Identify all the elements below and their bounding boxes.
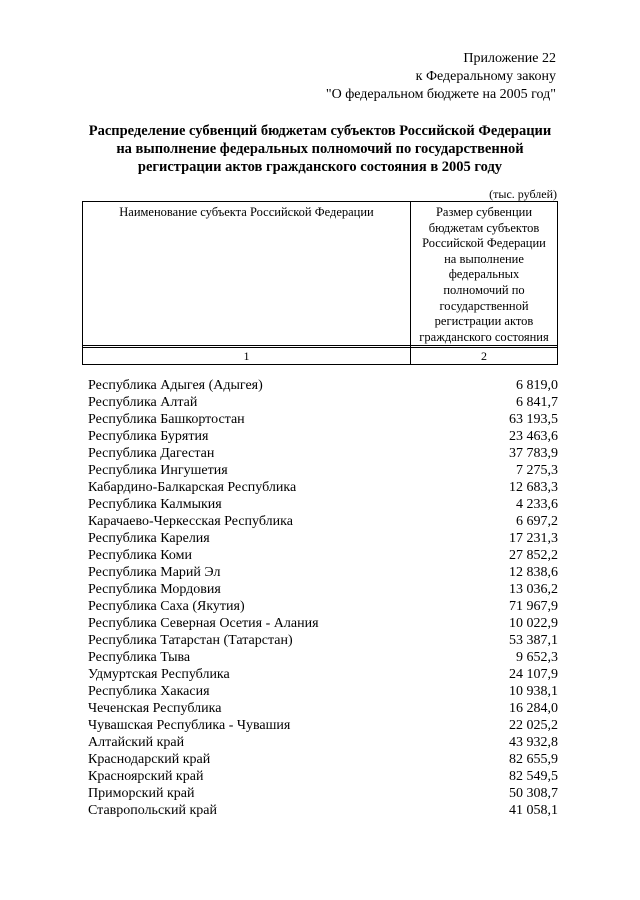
region-name: Краснодарский край — [88, 752, 211, 767]
subvention-amount: 43 932,8 — [509, 735, 558, 750]
document-title — [60, 122, 580, 176]
column-2-header-line: Размер субвенции — [435, 205, 533, 219]
table-row — [88, 530, 558, 547]
table-row — [88, 445, 558, 462]
region-name: Чеченская Республика — [88, 701, 222, 716]
column-2-header — [411, 205, 557, 345]
subvention-amount: 24 107,9 — [509, 667, 558, 682]
table-header — [82, 201, 558, 365]
column-2-header-line: гражданского состояния — [419, 329, 549, 344]
region-name: Чувашская Республика - Чувашия — [88, 718, 291, 733]
subvention-amount: 12 683,3 — [509, 480, 558, 495]
table-row — [88, 751, 558, 768]
subvention-amount: 82 549,5 — [509, 769, 558, 784]
region-name: Кабардино-Балкарская Республика — [88, 480, 297, 495]
region-name: Республика Тыва — [88, 650, 191, 665]
subvention-amount: 10 022,9 — [509, 616, 558, 631]
subvention-amount: 10 938,1 — [509, 684, 558, 699]
subvention-amount: 82 655,9 — [509, 752, 558, 767]
region-name: Республика Татарстан (Татарстан) — [88, 633, 293, 648]
region-name: Удмуртская Республика — [88, 667, 230, 682]
subvention-amount: 4 233,6 — [516, 497, 558, 512]
region-name: Республика Калмыкия — [88, 497, 222, 512]
header-divider-double — [83, 347, 557, 348]
subvention-amount: 16 284,0 — [509, 701, 558, 716]
subvention-amount: 23 463,6 — [509, 429, 558, 444]
table-row — [88, 547, 558, 564]
table-row — [88, 462, 558, 479]
subvention-amount: 17 231,3 — [509, 531, 558, 546]
table-row — [88, 564, 558, 581]
region-name: Республика Марий Эл — [88, 565, 221, 580]
table-row — [88, 496, 558, 513]
subvention-amount: 41 058,1 — [509, 803, 558, 818]
table-row — [88, 802, 558, 819]
subvention-amount: 37 783,9 — [509, 446, 558, 461]
table-row — [88, 615, 558, 632]
column-2-header-line: полномочий по — [443, 282, 525, 297]
region-name: Ставропольский край — [88, 803, 217, 818]
region-name: Республика Башкортостан — [88, 412, 245, 427]
subvention-amount: 6 841,7 — [516, 395, 558, 410]
subvention-amount: 7 275,3 — [516, 463, 558, 478]
subvention-amount: 53 387,1 — [509, 633, 558, 648]
column-2-header-line: регистрации актов — [434, 314, 534, 329]
table-row — [88, 513, 558, 530]
subvention-amount: 13 036,2 — [509, 582, 558, 597]
title-line-1: Распределение субвенций бюджетам субъектов Российской Федерации — [88, 123, 552, 139]
region-name: Республика Саха (Якутия) — [88, 599, 245, 614]
subvention-amount: 12 838,6 — [509, 565, 558, 580]
subvention-amount: 71 967,9 — [509, 599, 558, 614]
table-row — [88, 411, 558, 428]
region-name: Республика Алтай — [88, 395, 198, 410]
region-name: Республика Адыгея (Адыгея) — [88, 378, 263, 393]
region-name: Республика Карелия — [88, 531, 210, 546]
column-1-number: 1 — [243, 349, 250, 363]
table-row — [88, 377, 558, 394]
subvention-amount: 22 025,2 — [509, 718, 558, 733]
column-2-header-line: бюджетам субъектов — [428, 220, 540, 235]
appendix-line-1: Приложение 22 — [463, 51, 556, 66]
region-name: Республика Хакасия — [88, 684, 210, 699]
region-name: Красноярский край — [88, 769, 204, 784]
column-2-header-line: на выполнение — [444, 251, 524, 266]
appendix-line-2: к Федеральному закону — [415, 69, 556, 84]
column-2-header-line: Российской Федерации — [422, 236, 546, 251]
appendix-block — [326, 50, 556, 104]
title-line-3: регистрации актов гражданского состояния в 2005 году — [137, 159, 503, 175]
table-row — [88, 734, 558, 751]
subvention-amount: 6 697,2 — [516, 514, 558, 529]
table-row — [88, 785, 558, 802]
table-row — [88, 479, 558, 496]
table-row — [88, 598, 558, 615]
table-body — [88, 377, 558, 819]
table-row — [88, 683, 558, 700]
subvention-amount: 9 652,3 — [516, 650, 558, 665]
column-2-header-line: государственной — [439, 298, 529, 313]
region-name: Республика Северная Осетия - Алания — [88, 616, 319, 631]
region-name: Республика Бурятия — [88, 429, 209, 444]
table-row — [88, 581, 558, 598]
units-label: (тыс. рублей) — [489, 187, 557, 201]
region-name: Приморский край — [88, 786, 195, 801]
region-name: Республика Коми — [88, 548, 192, 563]
table-row — [88, 666, 558, 683]
title-line-2: на выполнение федеральных полномочий по государственной — [116, 141, 524, 157]
region-name: Карачаево-Черкесская Республика — [88, 514, 293, 529]
table-row — [88, 649, 558, 666]
table-row — [88, 717, 558, 734]
subvention-amount: 50 308,7 — [509, 786, 558, 801]
subvention-amount: 27 852,2 — [509, 548, 558, 563]
table-row — [88, 428, 558, 445]
column-2-header-line: федеральных — [448, 267, 520, 282]
table-row — [88, 700, 558, 717]
table-row — [88, 394, 558, 411]
table-row — [88, 632, 558, 649]
region-name: Республика Мордовия — [88, 582, 221, 597]
region-name: Республика Ингушетия — [88, 463, 228, 478]
column-1-header: Наименование субъекта Российской Федерации — [119, 205, 374, 219]
subvention-amount: 6 819,0 — [516, 378, 558, 393]
subvention-amount: 63 193,5 — [509, 412, 558, 427]
appendix-line-3: "О федеральном бюджете на 2005 год" — [325, 87, 556, 102]
table-row — [88, 768, 558, 785]
region-name: Республика Дагестан — [88, 446, 215, 461]
region-name: Алтайский край — [88, 735, 185, 750]
column-2-number: 2 — [481, 349, 487, 363]
